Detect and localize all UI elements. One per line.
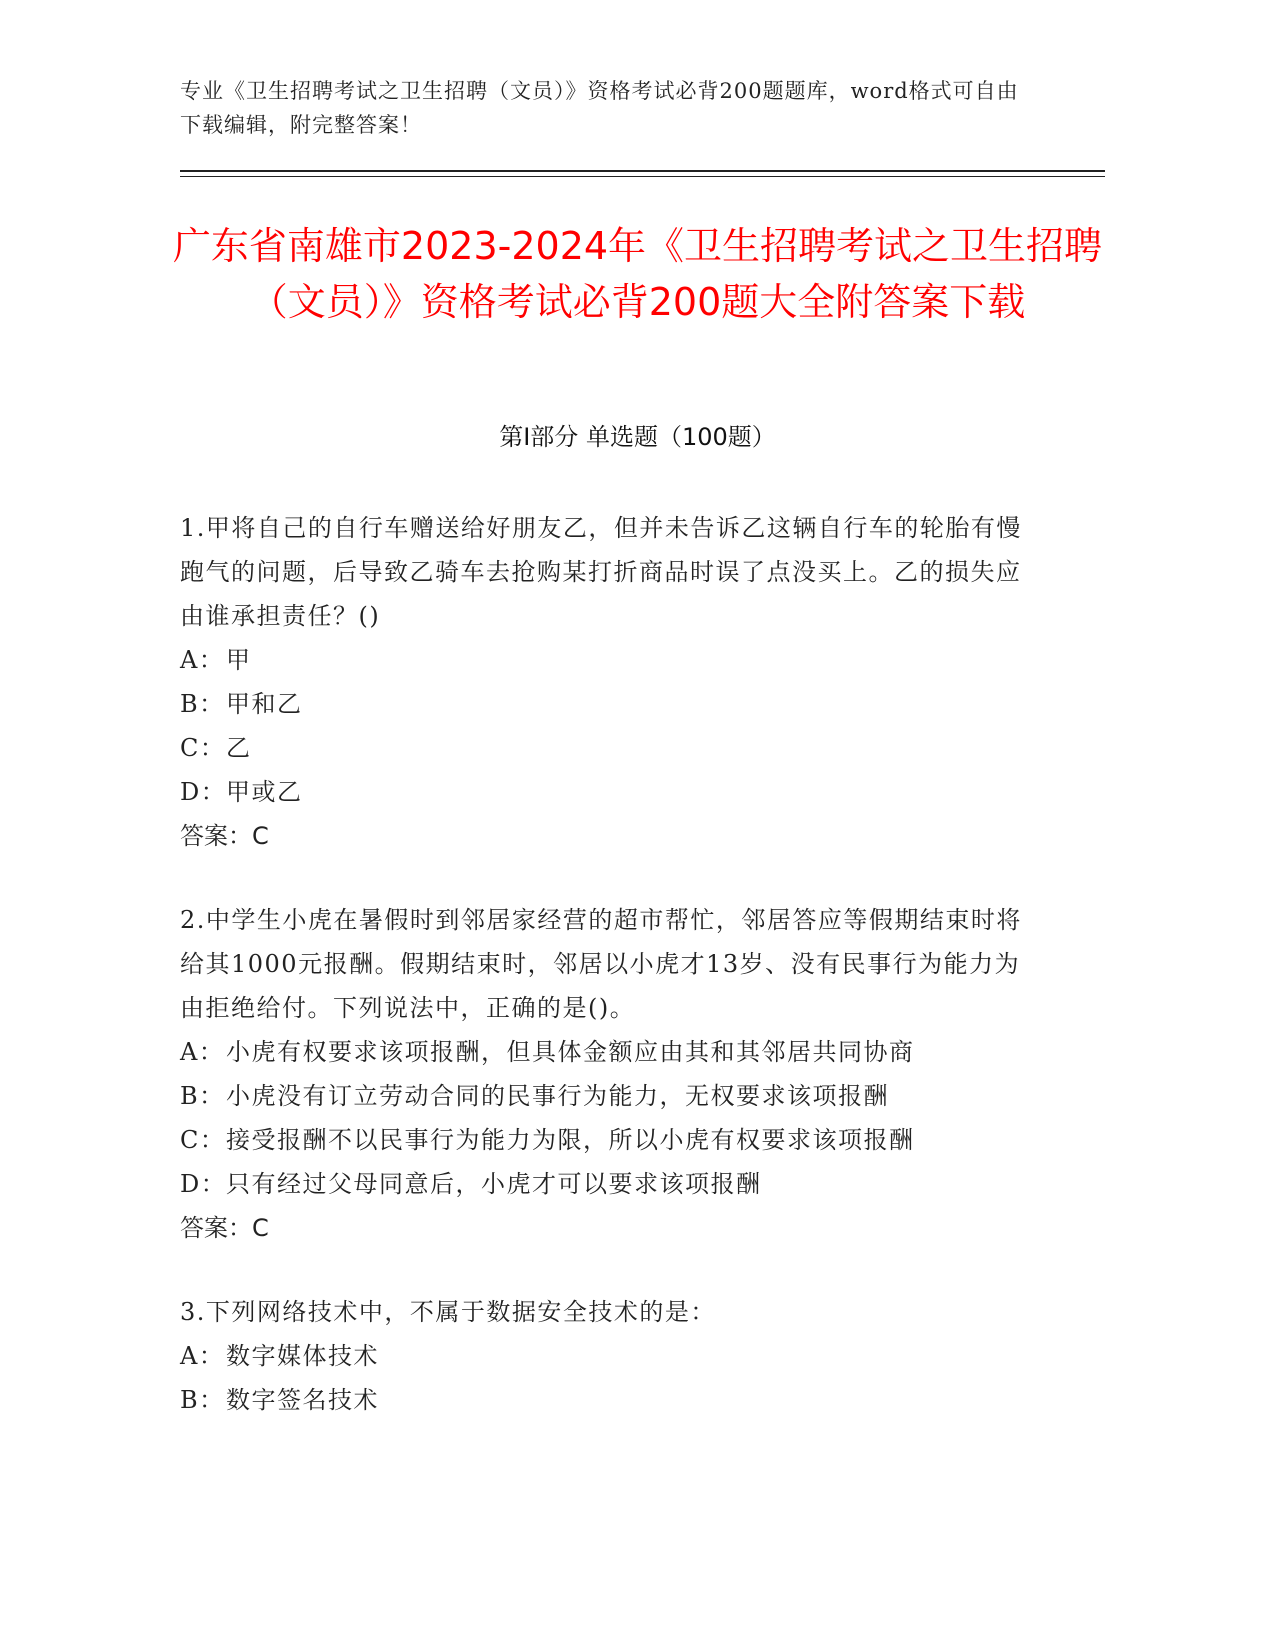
option-a — [180, 1334, 1040, 1378]
option-key: C： — [180, 1126, 226, 1154]
answer-line: 答案：C — [180, 822, 269, 850]
option-key: D： — [180, 1170, 227, 1198]
question-3 — [180, 1290, 1040, 1422]
question-stem: 3.下列网络技术中，不属于数据安全技术的是： — [180, 1298, 716, 1326]
question-list — [180, 506, 1040, 1462]
question-stem: 2.中学生小虎在暑假时到邻居家经营的超市帮忙，邻居答应等假期结束时将给其1000元报酬。假期结束时，邻居以小虎才13岁、没有民事行为能力为由拒绝给付。下列说法中，正确的是()。 — [180, 906, 1022, 1022]
section-heading: 第Ⅰ部分 单选题（100题） — [499, 423, 776, 451]
option-text: 数字签名技术 — [226, 1386, 379, 1414]
option-key: A： — [180, 646, 225, 674]
option-text: 小虎有权要求该项报酬，但具体金额应由其和其邻居共同协商 — [226, 1038, 915, 1066]
option-key: D： — [180, 778, 227, 806]
option-key: C： — [180, 734, 226, 762]
option-text: 甲 — [226, 646, 252, 674]
option-c — [180, 726, 1040, 770]
option-key: A： — [180, 1342, 225, 1370]
option-key: B： — [180, 1082, 225, 1110]
option-b — [180, 1074, 1040, 1118]
option-key: B： — [180, 690, 225, 718]
option-text: 小虎没有订立劳动合同的民事行为能力，无权要求该项报酬 — [226, 1082, 889, 1110]
header-divider-thin — [180, 176, 1105, 177]
question-2 — [180, 898, 1040, 1250]
header-note: 专业《卫生招聘考试之卫生招聘（文员）》资格考试必背200题题库，word格式可自由下载编辑，附完整答案！ — [180, 79, 1019, 137]
question-stem: 1.甲将自己的自行车赠送给好朋友乙，但并未告诉乙这辆自行车的轮胎有慢跑气的问题，后导致乙骑车去抢购某打折商品时误了点没买上。乙的损失应由谁承担责任？() — [180, 514, 1022, 630]
option-key: B： — [180, 1386, 225, 1414]
option-d — [180, 770, 1040, 814]
question-1 — [180, 506, 1040, 858]
answer-line: 答案：C — [180, 1214, 269, 1242]
header-divider-thick — [180, 170, 1105, 172]
option-a — [180, 1030, 1040, 1074]
option-b — [180, 1378, 1040, 1422]
option-b — [180, 682, 1040, 726]
option-a — [180, 638, 1040, 682]
option-text: 接受报酬不以民事行为能力为限，所以小虎有权要求该项报酬 — [226, 1126, 915, 1154]
document-title: 广东省南雄市2023-2024年《卫生招聘考试之卫生招聘（文员）》资格考试必背200题大全附答案下载 — [172, 224, 1103, 324]
option-text: 数字媒体技术 — [226, 1342, 379, 1370]
option-text: 乙 — [226, 734, 252, 762]
option-c — [180, 1118, 1040, 1162]
option-text: 只有经过父母同意后，小虎才可以要求该项报酬 — [226, 1170, 762, 1198]
option-text: 甲和乙 — [226, 690, 303, 718]
option-text: 甲或乙 — [226, 778, 303, 806]
option-key: A： — [180, 1038, 225, 1066]
option-d — [180, 1162, 1040, 1206]
